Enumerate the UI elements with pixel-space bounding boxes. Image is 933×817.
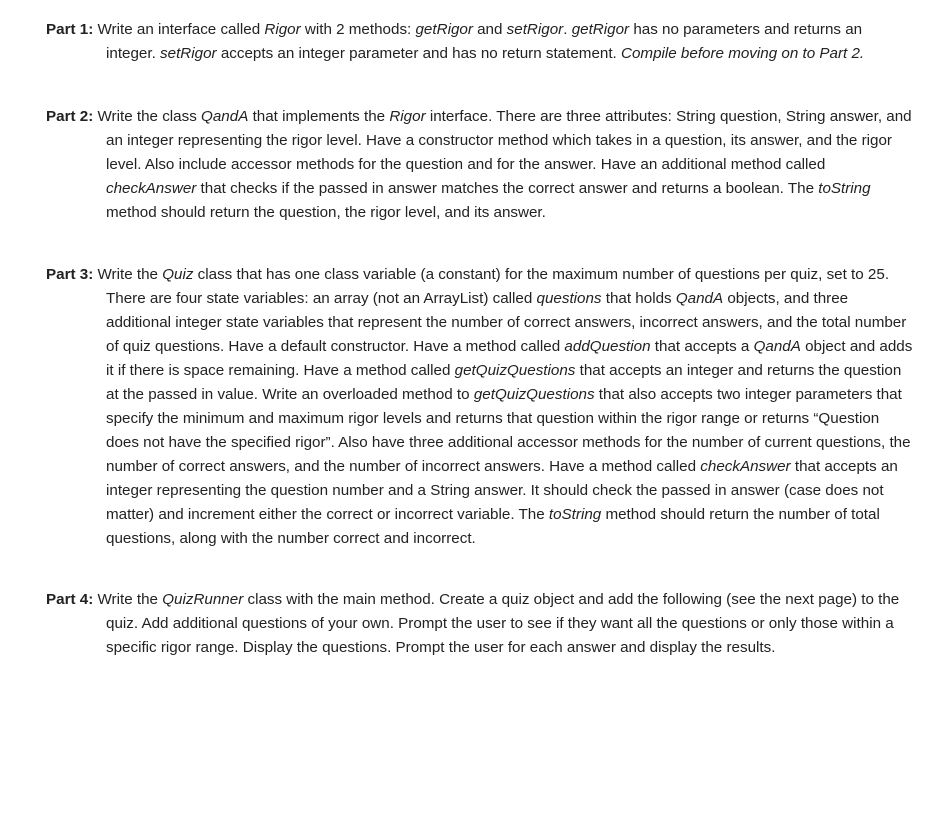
part-1-text (93, 21, 864, 62)
part-4-paragraph (46, 588, 916, 660)
italic-term: getQuizQuestions (454, 362, 576, 379)
part-3-paragraph (46, 263, 916, 551)
text-segment: that holds (601, 290, 676, 307)
text-segment: accepts an integer parameter and has no return statement. (216, 45, 621, 62)
text-segment: that accepts an integer representing the question number and a String answer. It should check the passed in answer (case does not matter) and increment either the correct or incorrect variable. The (106, 458, 898, 523)
part-4-text (93, 591, 899, 656)
assignment-document (46, 18, 916, 660)
text-segment: with 2 methods: (300, 21, 416, 38)
text-segment: objects, and three additional integer state variables that represent the number of correct answers, incorrect answers, and the total number of quiz questions. Have a default constructor. Have a method called (106, 290, 907, 355)
text-segment: that accepts a (650, 338, 754, 355)
text-segment: method should return the number of total questions, along with the number correct and incorrect. (106, 506, 880, 547)
italic-term: Rigor (389, 108, 426, 125)
italic-term: QuizRunner (162, 591, 244, 608)
italic-term: QandA (753, 338, 801, 355)
part-2-text (93, 108, 911, 221)
italic-term: checkAnswer (106, 180, 197, 197)
part-3-text (93, 266, 912, 547)
text-segment: Write the (93, 266, 163, 283)
italic-term: addQuestion (564, 338, 651, 355)
part-2-paragraph (46, 105, 916, 225)
text-segment: class with the main method. Create a quiz object and add the following (see the next page) to the quiz. Add additional questions of your own. Prompt the user to see if they want all the questions or only those within a specific rigor range. Display the questions. Prompt the user for each answer and display the results. (106, 591, 900, 656)
italic-term: Rigor (264, 21, 301, 38)
italic-term: getRigor (571, 21, 630, 38)
italic-term: QandA (201, 108, 249, 125)
text-segment: that accepts an integer and returns the question at the passed in value. Write an overloaded method to (106, 362, 902, 403)
text-segment: method should return the question, the rigor level, and its answer. (106, 204, 546, 221)
text-segment: interface. There are three attributes: String question, String answer, and an integer representing the rigor level. Have a constructor method which takes in a question, its answer, and the rigor level. Also include accessor methods for the question and for the answer. Have an additional method called (106, 108, 912, 173)
text-segment: that also accepts two integer parameters that specify the minimum and maximum rigor levels and returns that question within the rigor range or returns “Question does not have the specified rigor”. Also have three additional accessor methods for the number of current questions, the number of correct answers, and the number of incorrect answers. Have a method called (106, 386, 911, 475)
part-3-label: Part 3: (46, 266, 94, 283)
text-segment: object and adds it if there is space remaining. Have a method called (106, 338, 913, 379)
italic-term: checkAnswer (700, 458, 791, 475)
italic-term: Quiz (162, 266, 194, 283)
text-segment: Write the class (93, 108, 202, 125)
italic-term: QandA (675, 290, 724, 307)
text-segment: class that has one class variable (a constant) for the maximum number of questions per quiz, set to 25. There are four state variables: an array (not an ArrayList) called (106, 266, 890, 307)
text-segment: and (472, 21, 507, 38)
italic-term: getQuizQuestions (473, 386, 595, 403)
italic-term: Compile before moving on to Part 2. (621, 45, 865, 62)
italic-term: getRigor (415, 21, 473, 38)
text-segment: has no parameters and returns an integer. (106, 21, 863, 62)
text-segment: Write an interface called (93, 21, 265, 38)
text-segment: . (563, 21, 572, 38)
text-segment: that checks if the passed in answer matches the correct answer and returns a boolean. The (196, 180, 819, 197)
part-1-label: Part 1: (46, 21, 94, 38)
italic-term: setRigor (506, 21, 564, 38)
text-segment: that implements the (248, 108, 390, 125)
italic-term: questions (536, 290, 602, 307)
part-2-label: Part 2: (46, 108, 94, 125)
italic-term: toString (548, 506, 602, 523)
italic-term: setRigor (160, 45, 217, 62)
italic-term: toString (818, 180, 871, 197)
text-segment: Write the (93, 591, 163, 608)
part-4-label: Part 4: (46, 591, 94, 608)
part-1-paragraph (46, 18, 916, 66)
